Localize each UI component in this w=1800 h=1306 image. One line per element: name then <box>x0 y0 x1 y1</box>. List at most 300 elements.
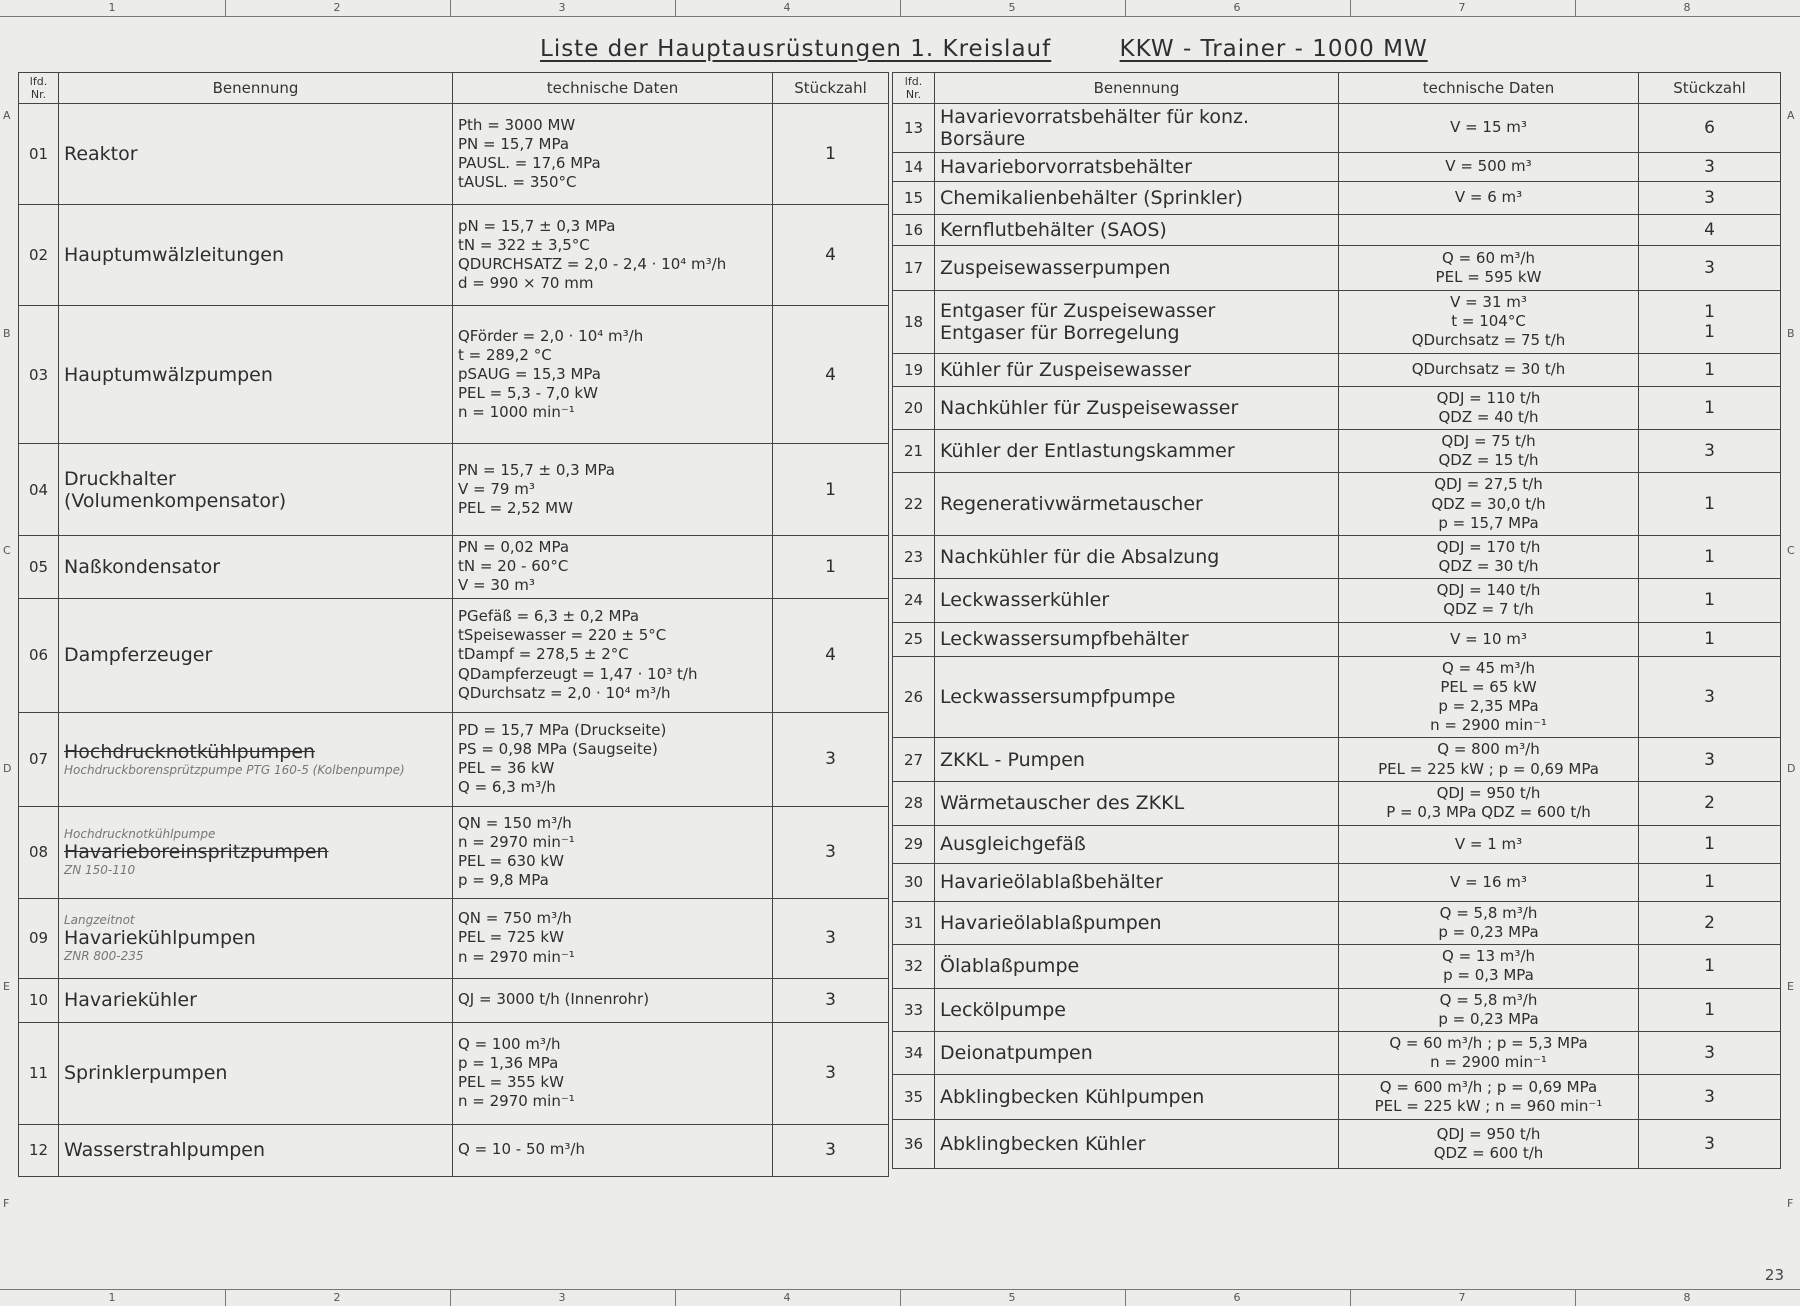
quantity-cell <box>1639 863 1781 901</box>
quantity-cell <box>1639 153 1781 182</box>
header-name: Benennung <box>935 73 1339 104</box>
technical-data-cell <box>1339 1031 1639 1074</box>
equipment-name-cell <box>59 1124 453 1176</box>
technical-data-line: p = 9,8 MPa <box>458 871 549 890</box>
quantity: 1 <box>1704 397 1715 418</box>
equipment-name: Havarieboreinspritzpumpen <box>64 841 329 864</box>
equipment-name: Havarieölablaßpumpen <box>940 911 1162 934</box>
equipment-name: Leckwasserkühler <box>940 589 1110 612</box>
row-number: 23 <box>893 535 935 578</box>
ruler-column-label: 1 <box>108 1 116 14</box>
equipment-name-cell <box>59 444 453 536</box>
technical-data-line: QDJ = 140 t/h <box>1436 581 1541 600</box>
ruler-column-label: 6 <box>1233 1 1241 14</box>
technical-data-line: QDurchsatz = 75 t/h <box>1411 331 1566 350</box>
row-number: 07 <box>19 712 59 806</box>
technical-data-cell <box>453 306 773 444</box>
technical-data-cell <box>1339 945 1639 988</box>
technical-data-cell <box>453 978 773 1022</box>
table-row <box>893 622 1781 656</box>
technical-data-line: tN = 322 ± 3,5°C <box>458 235 590 254</box>
ruler-tick <box>1125 0 1126 16</box>
technical-data-line: P = 0,3 MPa QDZ = 600 t/h <box>1386 803 1591 822</box>
quantity-cell <box>773 1022 889 1124</box>
technical-data-line: Q = 60 m³/h ; p = 5,3 MPa <box>1389 1033 1588 1052</box>
table-row <box>893 825 1781 863</box>
equipment-name: Reaktor <box>64 143 138 165</box>
technical-data-line: QDZ = 40 t/h <box>1438 407 1539 426</box>
technical-data-cell <box>1339 1075 1639 1120</box>
technical-data-line: PEL = 355 kW <box>458 1073 564 1092</box>
quantity-cell <box>773 536 889 599</box>
equipment-name-cell <box>935 945 1339 988</box>
technical-data-line: Q = 5,8 m³/h <box>1439 990 1538 1009</box>
table-row <box>893 104 1781 153</box>
ruler-column-label: 1 <box>108 1291 116 1304</box>
quantity-cell <box>1639 246 1781 291</box>
row-number: 30 <box>893 863 935 901</box>
technical-data-line: PN = 15,7 ± 0,3 MPa <box>458 460 616 479</box>
quantity: 3 <box>1704 1043 1715 1064</box>
technical-data-line: QN = 750 m³/h <box>458 909 572 928</box>
handwritten-note: Hochdruckborensprützpumpe PTG 160-5 (Kolbenpumpe) <box>64 763 405 778</box>
technical-data-line: V = 15 m³ <box>1450 118 1527 137</box>
table-row <box>893 738 1781 781</box>
technical-data-line: QDurchsatz = 2,0 · 10⁴ m³/h <box>458 683 671 702</box>
quantity-cell <box>1639 579 1781 622</box>
ruler-tick <box>450 0 451 16</box>
equipment-name: Zuspeisewasserpumpen <box>940 257 1171 279</box>
technical-data-line: PS = 0,98 MPa (Saugseite) <box>458 739 658 758</box>
ruler-column-label: 3 <box>558 1291 566 1304</box>
title-main: Liste der Hauptausrüstungen 1. Kreislauf <box>540 36 1052 62</box>
technical-data-line: V = 10 m³ <box>1450 629 1527 648</box>
technical-data-cell <box>1339 656 1639 738</box>
technical-data-line: p = 1,36 MPa <box>458 1053 559 1072</box>
ruler-tick <box>1350 1290 1351 1306</box>
equipment-name: Leckwassersumpfbehälter <box>940 628 1189 651</box>
row-number: 05 <box>19 536 59 599</box>
technical-data-cell <box>453 1124 773 1176</box>
technical-data-line: QDJ = 110 t/h <box>1436 388 1541 407</box>
technical-data-line: V = 1 m³ <box>1454 834 1523 853</box>
equipment-name: Chemikalienbehälter (Sprinkler) <box>940 187 1243 209</box>
row-number: 01 <box>19 104 59 205</box>
equipment-name-cell <box>935 738 1339 781</box>
quantity: 3 <box>1704 441 1715 462</box>
quantity-cell <box>1639 945 1781 988</box>
technical-data-line: PN = 15,7 MPa <box>458 134 570 153</box>
table-row <box>893 153 1781 182</box>
quantity: 3 <box>1704 1134 1715 1155</box>
technical-data-line: V = 79 m³ <box>458 479 535 498</box>
ruler-column-label: 8 <box>1683 1291 1691 1304</box>
ruler-tick <box>1575 1290 1576 1306</box>
document-title <box>540 36 1540 62</box>
row-number: 16 <box>893 215 935 246</box>
technical-data-line: tAUSL. = 350°C <box>458 173 577 192</box>
equipment-name-cell <box>935 291 1339 354</box>
quantity: 3 <box>1704 687 1715 707</box>
header-nr: lfd. Nr. <box>19 73 59 104</box>
technical-data-cell <box>453 806 773 898</box>
technical-data-line: PGefäß = 6,3 ± 0,2 MPa <box>458 607 640 626</box>
equipment-name: Leckwassersumpfpumpe <box>940 686 1176 708</box>
quantity-cell <box>1639 535 1781 578</box>
technical-data-line: n = 2970 min⁻¹ <box>458 947 575 966</box>
technical-data-line: p = 15,7 MPa <box>1438 513 1539 532</box>
quantity-cell <box>1639 1075 1781 1120</box>
technical-data-line: p = 0,23 MPa <box>1438 922 1539 941</box>
table-row <box>19 978 889 1022</box>
equipment-name: Ausgleichgefäß <box>940 833 1086 856</box>
table-row <box>893 781 1781 825</box>
equipment-name-cell <box>935 246 1339 291</box>
header-count: Stückzahl <box>1639 73 1781 104</box>
quantity-cell <box>773 598 889 712</box>
equipment-name-cell <box>59 306 453 444</box>
technical-data-line: QDampferzeugt = 1,47 · 10³ t/h <box>458 664 698 683</box>
quantity-cell <box>1639 215 1781 246</box>
ruler-row-label: D <box>3 761 12 775</box>
technical-data-cell <box>1339 863 1639 901</box>
quantity: 1 <box>825 479 836 500</box>
equipment-name-cell <box>59 806 453 898</box>
ruler-row-label: C <box>1787 544 1795 558</box>
technical-data-cell <box>453 444 773 536</box>
table-row <box>893 386 1781 429</box>
header-count: Stückzahl <box>773 73 889 104</box>
equipment-name-cell <box>935 182 1339 215</box>
ruler-column-label: 4 <box>783 1291 791 1304</box>
ruler-row-label: B <box>3 326 11 340</box>
technical-data-line: tN = 20 - 60°C <box>458 557 569 576</box>
quantity-cell <box>1639 1120 1781 1169</box>
equipment-name-cell <box>59 898 453 978</box>
technical-data-line: V = 16 m³ <box>1450 872 1527 891</box>
equipment-name: Kühler der Entlastungskammer <box>940 440 1235 463</box>
ruler-column-label: 2 <box>333 1291 341 1304</box>
technical-data-line: QDZ = 30 t/h <box>1438 557 1539 576</box>
equipment-name-cell <box>935 622 1339 656</box>
technical-data-line: pN = 15,7 ± 0,3 MPa <box>458 216 616 235</box>
row-number: 14 <box>893 153 935 182</box>
ruler-column-label: 6 <box>1233 1291 1241 1304</box>
technical-data-line: PEL = 630 kW <box>458 852 564 871</box>
technical-data-cell <box>1339 825 1639 863</box>
equipment-name-cell <box>935 429 1339 472</box>
ruler-row-label: F <box>1787 1197 1794 1211</box>
technical-data-cell <box>1339 386 1639 429</box>
row-number: 26 <box>893 656 935 738</box>
technical-data-cell <box>1339 1120 1639 1169</box>
quantity: 3 <box>1704 1087 1715 1108</box>
technical-data-line: Pth = 3000 MW <box>458 115 576 134</box>
quantity-cell <box>1639 429 1781 472</box>
technical-data-line: PEL = 36 kW <box>458 759 555 778</box>
table-row <box>893 901 1781 944</box>
row-number: 24 <box>893 579 935 622</box>
equipment-name-cell <box>935 579 1339 622</box>
quantity-cell <box>1639 825 1781 863</box>
table-row <box>893 1075 1781 1120</box>
technical-data-cell <box>1339 988 1639 1031</box>
row-number: 25 <box>893 622 935 656</box>
ruler-column-label: 8 <box>1683 1 1691 14</box>
equipment-name-cell <box>935 215 1339 246</box>
equipment-name-cell <box>935 988 1339 1031</box>
row-number: 13 <box>893 104 935 153</box>
table-row <box>19 444 889 536</box>
equipment-name-cell <box>935 386 1339 429</box>
handwritten-note-top: Hochdrucknotkühlpumpe <box>64 827 216 842</box>
equipment-name-cell <box>935 656 1339 738</box>
quantity-cell <box>773 712 889 806</box>
technical-data-line: Q = 13 m³/h <box>1442 947 1535 966</box>
table-row <box>893 291 1781 354</box>
quantity-cell <box>1639 781 1781 825</box>
handwritten-note: ZN 150-110 <box>64 863 136 878</box>
ruler-column-label: 7 <box>1458 1 1466 14</box>
technical-data-cell <box>453 898 773 978</box>
table-row <box>19 598 889 712</box>
row-number: 09 <box>19 898 59 978</box>
equipment-name: Naßkondensator <box>64 555 221 578</box>
ruler-tick <box>900 1290 901 1306</box>
technical-data-line: QDJ = 27,5 t/h <box>1434 475 1543 494</box>
technical-data-line: PEL = 5,3 - 7,0 kW <box>458 384 598 403</box>
technical-data-line: PN = 0,02 MPa <box>458 538 570 556</box>
technical-data-cell <box>1339 353 1639 386</box>
technical-data-line: QFörder = 2,0 · 10⁴ m³/h <box>458 326 644 345</box>
quantity: 3 <box>825 1140 836 1161</box>
ruler-tick <box>1575 0 1576 16</box>
quantity: 1 <box>1704 872 1715 893</box>
equipment-name-cell <box>59 1022 453 1124</box>
quantity: 4 <box>1704 220 1715 240</box>
row-number: 21 <box>893 429 935 472</box>
technical-data-line: QDJ = 75 t/h <box>1441 431 1536 450</box>
equipment-name-secondary: Entgaser für Borregelung <box>940 321 1180 344</box>
technical-data-line: Q = 5,8 m³/h <box>1439 903 1538 922</box>
equipment-name: Havarievorratsbehälter für konz. Borsäure <box>940 106 1250 150</box>
equipment-name: Deionatpumpen <box>940 1042 1093 1065</box>
row-number: 02 <box>19 205 59 306</box>
technical-data-line: Q = 600 m³/h ; p = 0,69 MPa <box>1379 1078 1598 1097</box>
handwritten-note-top: Langzeitnot <box>64 913 135 928</box>
quantity: 4 <box>825 645 836 666</box>
technical-data-cell <box>453 712 773 806</box>
row-number: 27 <box>893 738 935 781</box>
ruler-row-label: D <box>1787 761 1796 775</box>
technical-data-cell <box>1339 473 1639 536</box>
row-number: 34 <box>893 1031 935 1074</box>
quantity: 4 <box>825 364 836 385</box>
ruler-row-label: B <box>1787 326 1795 340</box>
quantity: 1 <box>1704 834 1715 855</box>
ruler-tick <box>900 0 901 16</box>
technical-data-cell <box>1339 291 1639 354</box>
technical-data-line: PEL = 65 kW <box>1440 677 1537 696</box>
quantity: 3 <box>825 842 836 863</box>
header-spec: technische Daten <box>1339 73 1639 104</box>
quantity: 1 <box>825 144 836 164</box>
quantity-cell <box>773 1124 889 1176</box>
table-row <box>893 863 1781 901</box>
technical-data-line: QN = 150 m³/h <box>458 813 572 832</box>
quantity: 1 <box>1704 359 1715 380</box>
row-number: 12 <box>19 1124 59 1176</box>
ruler-row-label: C <box>3 544 11 558</box>
technical-data-line: n = 2970 min⁻¹ <box>458 832 575 851</box>
ruler-tick <box>1125 1290 1126 1306</box>
quantity: 3 <box>1704 258 1715 278</box>
equipment-name-secondary: (Volumenkompensator) <box>64 489 287 512</box>
technical-data-line: V = 500 m³ <box>1445 157 1532 176</box>
technical-data-line: n = 2900 min⁻¹ <box>1430 1053 1547 1072</box>
equipment-name-cell <box>935 473 1339 536</box>
ruler-tick <box>675 0 676 16</box>
quantity: 1 <box>1704 301 1715 322</box>
technical-data-cell <box>453 536 773 599</box>
technical-data-cell <box>453 1022 773 1124</box>
equipment-table-left <box>18 72 889 1177</box>
table-row <box>893 1031 1781 1074</box>
quantity: 3 <box>825 990 836 1011</box>
row-number: 11 <box>19 1022 59 1124</box>
technical-data-line: d = 990 × 70 mm <box>458 274 594 293</box>
equipment-name-cell <box>59 104 453 205</box>
equipment-name-cell <box>935 353 1339 386</box>
table-row <box>19 205 889 306</box>
equipment-name-cell <box>59 598 453 712</box>
ruler-column-label: 3 <box>558 1 566 14</box>
table-row <box>893 429 1781 472</box>
equipment-name: Entgaser für Zuspeisewasser <box>940 299 1216 322</box>
technical-data-line: p = 2,35 MPa <box>1438 697 1539 715</box>
technical-data-line: p = 0,23 MPa <box>1438 1009 1539 1028</box>
equipment-name: Havariekühler <box>64 989 197 1012</box>
quantity-cell <box>773 444 889 536</box>
quantity: 3 <box>1704 188 1715 208</box>
technical-data-line: Q = 10 - 50 m³/h <box>458 1140 585 1159</box>
technical-data-line: Q = 60 m³/h <box>1442 248 1535 267</box>
technical-data-cell <box>1339 781 1639 825</box>
table-row <box>893 988 1781 1031</box>
equipment-name: Ölablaßpumpe <box>940 955 1080 978</box>
row-number: 17 <box>893 246 935 291</box>
technical-data-line: n = 1000 min⁻¹ <box>458 403 575 422</box>
ruler-column-label: 7 <box>1458 1291 1466 1304</box>
technical-data-cell <box>1339 579 1639 622</box>
quantity: 3 <box>1704 157 1715 177</box>
ruler-tick <box>450 1290 451 1306</box>
equipment-name: Regenerativwärmetauscher <box>940 493 1203 516</box>
ruler-row-label: A <box>3 108 11 122</box>
table-row <box>19 898 889 978</box>
technical-data-cell <box>453 104 773 205</box>
equipment-name: Havarieölablaßbehälter <box>940 871 1163 894</box>
row-number: 35 <box>893 1075 935 1120</box>
row-number: 08 <box>19 806 59 898</box>
ruler-row-label: A <box>1787 108 1795 122</box>
technical-data-cell <box>1339 901 1639 944</box>
header-spec: technische Daten <box>453 73 773 104</box>
equipment-name: Abklingbecken Kühler <box>940 1133 1146 1156</box>
technical-data-line: QDZ = 15 t/h <box>1438 451 1539 470</box>
quantity: 1 <box>1704 999 1715 1020</box>
row-number: 19 <box>893 353 935 386</box>
technical-data-line: t = 289,2 °C <box>458 345 552 364</box>
equipment-name-cell <box>935 1120 1339 1169</box>
ruler-tick <box>225 0 226 16</box>
table-row <box>893 473 1781 536</box>
technical-data-line: n = 2970 min⁻¹ <box>458 1092 575 1111</box>
ruler-column-label: 4 <box>783 1 791 14</box>
quantity: 2 <box>1704 793 1715 814</box>
quantity: 4 <box>825 245 836 265</box>
equipment-name: Wasserstrahlpumpen <box>64 1139 266 1162</box>
quantity-cell <box>1639 353 1781 386</box>
quantity: 2 <box>1704 912 1715 933</box>
row-number: 18 <box>893 291 935 354</box>
technical-data-line: QDZ = 600 t/h <box>1433 1144 1544 1163</box>
quantity: 3 <box>1704 749 1715 770</box>
quantity: 3 <box>825 749 836 770</box>
quantity: 6 <box>1704 118 1715 138</box>
ruler-row-label: E <box>3 979 10 993</box>
equipment-name: Hochdrucknotkühlpumpen <box>64 741 316 764</box>
quantity-cell <box>773 898 889 978</box>
technical-data-line: PD = 15,7 MPa (Druckseite) <box>458 720 667 739</box>
technical-data-cell <box>1339 535 1639 578</box>
page-number: 23 <box>1764 1266 1784 1284</box>
equipment-name: Leckölpumpe <box>940 998 1066 1021</box>
equipment-name: Nachkühler für die Absalzung <box>940 546 1220 569</box>
technical-data-line: PEL = 2,52 MW <box>458 499 573 518</box>
header-nr: lfd. Nr. <box>893 73 935 104</box>
table-row <box>19 712 889 806</box>
table-row <box>893 656 1781 738</box>
technical-data-line: Q = 6,3 m³/h <box>458 778 556 797</box>
ruler-column-label: 5 <box>1008 1 1016 14</box>
technical-data-line: Q = 800 m³/h <box>1437 740 1540 759</box>
quantity-cell <box>773 806 889 898</box>
row-number: 36 <box>893 1120 935 1169</box>
technical-data-cell <box>453 598 773 712</box>
quantity-cell <box>1639 291 1781 354</box>
row-number: 28 <box>893 781 935 825</box>
technical-data-line: pSAUG = 15,3 MPa <box>458 364 601 383</box>
quantity-cell <box>773 306 889 444</box>
equipment-name: Kühler für Zuspeisewasser <box>940 358 1192 381</box>
equipment-name-cell <box>935 1075 1339 1120</box>
ruler-tick <box>225 1290 226 1306</box>
technical-data-cell <box>1339 622 1639 656</box>
equipment-name-cell <box>59 205 453 306</box>
technical-data-line: tDampf = 278,5 ± 2°C <box>458 645 629 664</box>
quantity-cell <box>1639 622 1781 656</box>
quantity: 1 <box>1704 494 1715 515</box>
technical-data-line: tSpeisewasser = 220 ± 5°C <box>458 626 667 645</box>
equipment-name: Hauptumwälzleitungen <box>64 244 285 266</box>
table-row <box>19 306 889 444</box>
technical-data-cell <box>1339 153 1639 182</box>
table-row <box>19 104 889 205</box>
header-name: Benennung <box>59 73 453 104</box>
technical-data-line: QDJ = 950 t/h <box>1436 784 1541 803</box>
quantity-cell <box>1639 988 1781 1031</box>
